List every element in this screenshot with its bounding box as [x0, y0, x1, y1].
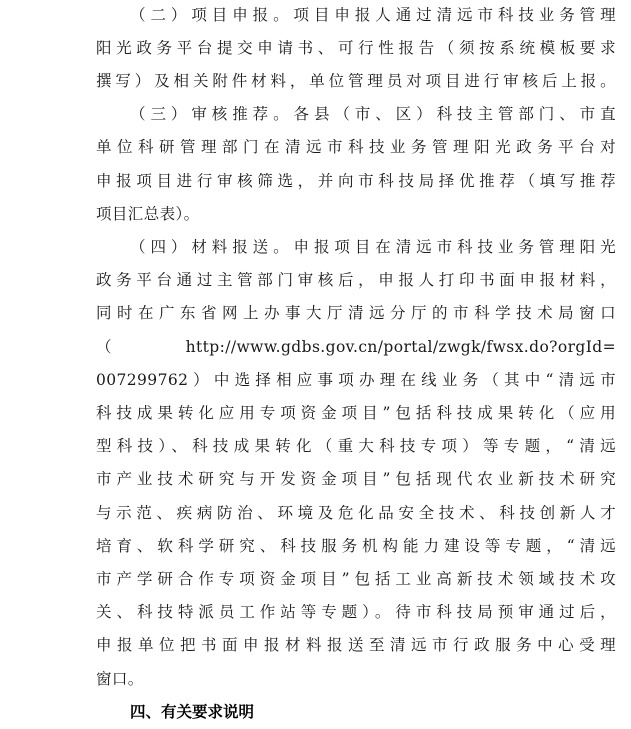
text-line: 项目汇总表）。: [96, 205, 200, 223]
text-line: 市产学研合作专项资金项目”包括工业高新技术领域技术攻: [96, 570, 616, 588]
text-line: 窗口。: [96, 670, 144, 688]
text-line: 关、科技特派员工作站等专题）。待市科技局预审通过后，: [96, 603, 616, 621]
text-line: 与示范、疾病防治、环境及危化品安全技术、科技创新人才: [96, 504, 616, 522]
text-line: （http://www.gdbs.gov.cn/portal/zwgk/fwsx.do?orgId=: [96, 338, 616, 356]
text-line: 申报单位把书面申报材料报送至清远市行政服务中心受理: [96, 636, 616, 654]
text-line: 科技成果转化应用专项资金项目”包括科技成果转化（应用: [96, 404, 616, 422]
text-line: 007299762）中选择相应事项办理在线业务（其中“清远市: [96, 371, 616, 389]
text-line: 型科技）、科技成果转化（重大科技专项）等专题，“清远: [96, 437, 616, 455]
text-line: （四）材料报送。申报项目在清远市科技业务管理阳光: [130, 238, 616, 256]
text-line: （三）审核推荐。各县（市、区）科技主管部门、市直: [130, 105, 616, 123]
text-line: 市产业技术研究与开发资金项目”包括现代农业新技术研究: [96, 470, 616, 488]
text-line: 同时在广东省网上办事大厅清远分厅的市科学技术局窗口: [96, 304, 616, 322]
section-heading: 四、有关要求说明: [130, 703, 255, 721]
text-line: 单位科研管理部门在清远市科技业务管理阳光政务平台对: [96, 138, 616, 156]
text-line: 政务平台通过主管部门审核后，申报人打印书面申报材料，: [96, 271, 616, 289]
text-line: （二）项目申报。项目申报人通过清远市科技业务管理: [130, 6, 616, 24]
text-line: 撰写）及相关附件材料，单位管理员对项目进行审核后上报。: [96, 72, 616, 90]
text-line: 申报项目进行审核筛选，并向市科技局择优推荐（填写推荐: [96, 172, 616, 190]
text-line: 阳光政务平台提交申请书、可行性报告（须按系统模板要求: [96, 39, 616, 57]
text-line: 培育、软科学研究、科技服务机构能力建设等专题，“清远: [96, 537, 616, 555]
